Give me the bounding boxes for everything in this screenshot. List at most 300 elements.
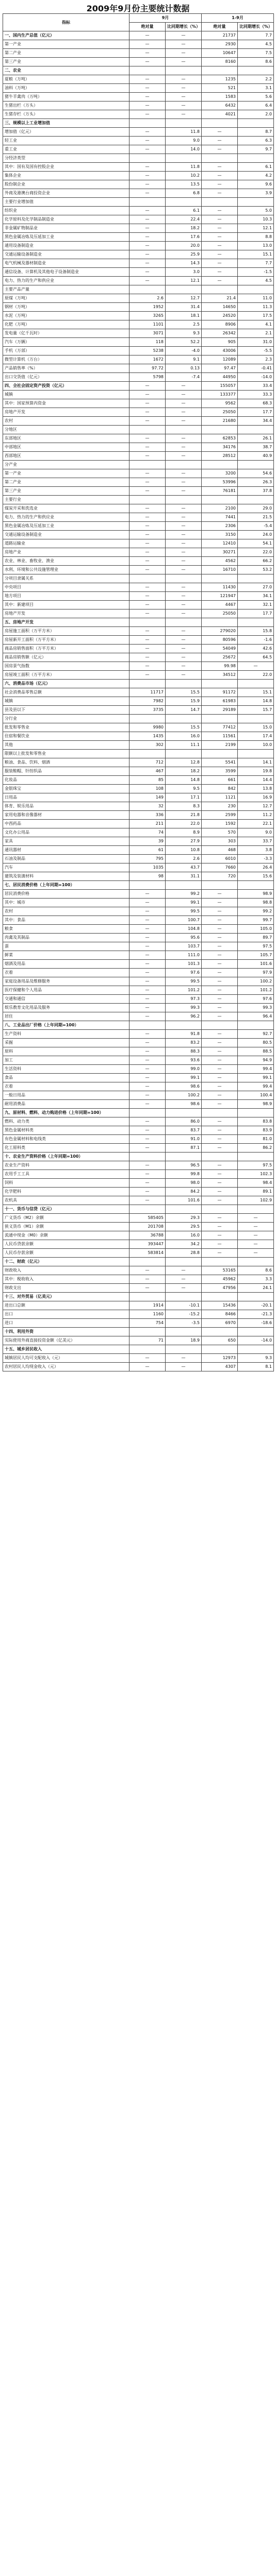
indicator-cell: 原料 (3, 1047, 129, 1056)
month-value-cell: 795 (129, 855, 166, 863)
indicator-cell: 城镇 (3, 391, 129, 399)
month-value-cell: — (129, 951, 166, 960)
month-value-cell: — (129, 934, 166, 942)
indicator-cell: 商品房销售额（亿元） (3, 653, 129, 662)
month-growth-cell (166, 1153, 202, 1161)
cumulative-value-cell: — (202, 1170, 238, 1179)
month-value-cell: — (129, 189, 166, 198)
month-value-cell: — (129, 49, 166, 58)
cumulative-value-cell: — (202, 925, 238, 934)
month-value-cell: — (129, 1179, 166, 1188)
table-row (3, 277, 274, 285)
table-row (3, 697, 274, 706)
month-growth-cell (166, 715, 202, 723)
indicator-cell: 三、规模以上工业增加值 (3, 119, 129, 128)
month-growth-cell (166, 496, 202, 504)
table-row (3, 1135, 274, 1144)
indicator-cell: 烟酒及用品 (3, 960, 129, 969)
table-row (3, 233, 274, 242)
month-value-cell (129, 66, 166, 75)
table-row (3, 513, 274, 522)
table-row (3, 364, 274, 373)
cumulative-value-cell (202, 154, 238, 163)
table-row (3, 496, 274, 504)
cumulative-value-cell: — (202, 969, 238, 977)
month-value-cell: 32 (129, 802, 166, 811)
month-value-cell: — (129, 1188, 166, 1196)
month-growth-cell: 101.3 (166, 960, 202, 969)
table-row (3, 1179, 274, 1188)
cumulative-value-cell: — (202, 907, 238, 916)
month-growth-cell: 25.9 (166, 250, 202, 259)
month-value-cell: — (129, 399, 166, 408)
month-value-cell: — (129, 101, 166, 110)
cumulative-value-cell: — (202, 1196, 238, 1205)
cumulative-value-cell: 6010 (202, 855, 238, 863)
cumulative-growth-cell: — (238, 1240, 274, 1249)
month-value-cell: 5798 (129, 373, 166, 382)
month-value-cell: — (129, 609, 166, 618)
cumulative-growth-cell: 26.1 (238, 434, 274, 443)
table-row (3, 1109, 274, 1117)
cumulative-growth-cell: 102.3 (238, 1170, 274, 1179)
cumulative-value-cell (202, 618, 238, 627)
cumulative-growth-cell: 21.5 (238, 513, 274, 522)
month-value-cell: — (129, 145, 166, 154)
month-value-cell: — (129, 478, 166, 487)
table-row (3, 163, 274, 172)
cumulative-growth-cell: 97.9 (238, 969, 274, 977)
cumulative-value-cell: — (202, 960, 238, 969)
cumulative-growth-cell: 15.6 (238, 872, 274, 881)
header-row-1 (3, 14, 274, 23)
month-growth-cell: 20.0 (166, 242, 202, 250)
table-row (3, 934, 274, 942)
month-value-cell: — (129, 277, 166, 285)
indicator-cell: 进出口总额 (3, 1301, 129, 1310)
indicator-cell: 文化办公用品 (3, 828, 129, 837)
month-value-cell: 3071 (129, 329, 166, 338)
table-row (3, 916, 274, 925)
table-row (3, 1153, 274, 1161)
cumulative-growth-cell: -14.0 (238, 1336, 274, 1345)
cumulative-value-cell: 4307 (202, 1363, 238, 1371)
table-row (3, 636, 274, 645)
month-value-cell: 5238 (129, 347, 166, 355)
indicator-cell: 纺织业 (3, 207, 129, 215)
indicator-cell: 家用电器和音像器材 (3, 811, 129, 820)
cumulative-value-cell (202, 1205, 238, 1214)
month-value-cell: — (129, 636, 166, 645)
cumulative-growth-cell: 53.2 (238, 566, 274, 574)
month-growth-cell: 22.4 (166, 215, 202, 224)
month-growth-cell: 99.1 (166, 1074, 202, 1082)
cumulative-value-cell: — (202, 916, 238, 925)
table-row (3, 566, 274, 574)
cumulative-growth-cell: 13.0 (238, 242, 274, 250)
cumulative-value-cell: — (202, 1223, 238, 1231)
indicator-cell: 国房景气指数 (3, 662, 129, 671)
indicator-cell: 县及县以下 (3, 706, 129, 715)
table-row (3, 767, 274, 776)
cumulative-value-cell: — (202, 1039, 238, 1047)
indicator-cell: 黑色金属冶炼及压延加工业 (3, 522, 129, 531)
month-value-cell: 712 (129, 758, 166, 767)
table-row (3, 154, 274, 163)
cumulative-growth-cell (238, 750, 274, 758)
table-row (3, 899, 274, 907)
cumulative-growth-cell: 8.6 (238, 58, 274, 66)
table-row (3, 1284, 274, 1293)
cumulative-value-cell: 3150 (202, 531, 238, 539)
table-row (3, 426, 274, 434)
cumulative-value-cell: 12410 (202, 539, 238, 548)
indicator-cell: 燃料、动力类 (3, 1117, 129, 1126)
table-row (3, 837, 274, 846)
cumulative-growth-cell: 17.7 (238, 609, 274, 618)
table-row (3, 872, 274, 881)
cumulative-value-cell: 3200 (202, 469, 238, 478)
cumulative-growth-cell: 12.1 (238, 224, 274, 233)
month-value-cell: — (129, 522, 166, 531)
month-value-cell: 393447 (129, 1240, 166, 1249)
month-value-cell (129, 198, 166, 207)
cumulative-growth-cell: 68.3 (238, 399, 274, 408)
month-growth-cell: 6.1 (166, 207, 202, 215)
table-row (3, 732, 274, 741)
cumulative-value-cell: — (202, 1074, 238, 1082)
month-value-cell: 9980 (129, 723, 166, 732)
month-value-cell: — (129, 627, 166, 636)
cumulative-value-cell: — (202, 1179, 238, 1188)
cumulative-growth-cell: 89.7 (238, 934, 274, 942)
cumulative-value-cell: 3599 (202, 767, 238, 776)
month-value-cell (129, 461, 166, 469)
cumulative-growth-cell: 24.1 (238, 1284, 274, 1293)
table-row (3, 469, 274, 478)
month-growth-cell: — (166, 93, 202, 101)
indicator-cell: 有色金属材料和电线类 (3, 1135, 129, 1144)
cumulative-value-cell (202, 1021, 238, 1030)
indicator-cell: 批发和零售业 (3, 723, 129, 732)
month-growth-cell (166, 1258, 202, 1266)
cumulative-value-cell: 7660 (202, 863, 238, 872)
month-value-cell: — (129, 58, 166, 66)
indicator-cell: 房屋施工面积（万平方米） (3, 627, 129, 636)
table-row (3, 951, 274, 960)
table-row (3, 399, 274, 408)
cumulative-growth-cell: 81.0 (238, 1135, 274, 1144)
cumulative-growth-cell (238, 1205, 274, 1214)
cumulative-growth-cell: 26.4 (238, 863, 274, 872)
month-growth-cell: 29.5 (166, 1223, 202, 1231)
month-growth-cell: 34.2 (166, 1240, 202, 1249)
cumulative-growth-cell: 98.9 (238, 1100, 274, 1109)
month-growth-cell: — (166, 1275, 202, 1284)
month-value-cell: — (129, 128, 166, 137)
cumulative-growth-cell (238, 285, 274, 294)
month-growth-cell: — (166, 557, 202, 566)
cumulative-value-cell: — (202, 207, 238, 215)
month-value-cell: 149 (129, 793, 166, 802)
cumulative-value-cell (202, 715, 238, 723)
cumulative-growth-cell: 4.1 (238, 320, 274, 329)
month-value-cell: — (129, 452, 166, 461)
month-value-cell: — (129, 1012, 166, 1021)
month-growth-cell (166, 461, 202, 469)
month-value-cell: — (129, 531, 166, 539)
cumulative-growth-cell: 27.0 (238, 583, 274, 592)
month-growth-cell: 14.7 (166, 706, 202, 715)
month-value-cell: — (129, 986, 166, 995)
cumulative-value-cell: 30271 (202, 548, 238, 557)
month-value-cell: — (129, 391, 166, 399)
cumulative-growth-cell: -20.1 (238, 1301, 274, 1310)
cumulative-growth-cell (238, 1109, 274, 1117)
month-growth-cell (166, 574, 202, 583)
table-row (3, 1047, 274, 1056)
cumulative-growth-cell: 9.3 (238, 1354, 274, 1363)
month-growth-cell (166, 1205, 202, 1214)
cumulative-value-cell: — (202, 163, 238, 172)
cumulative-value-cell: 12973 (202, 1354, 238, 1363)
cumulative-growth-cell: 6.1 (238, 163, 274, 172)
cumulative-value-cell: 43006 (202, 347, 238, 355)
cumulative-value-cell: 4021 (202, 110, 238, 119)
month-growth-cell: -4.0 (166, 347, 202, 355)
table-row (3, 758, 274, 767)
indicator-cell: 第三产业 (3, 58, 129, 66)
cumulative-value-cell: 34176 (202, 443, 238, 452)
table-row (3, 846, 274, 855)
cumulative-growth-cell: 97.5 (238, 1161, 274, 1170)
cumulative-growth-cell: 83.9 (238, 1126, 274, 1135)
indicator-cell: 道路运输业 (3, 539, 129, 548)
cumulative-value-cell: 661 (202, 776, 238, 785)
month-value-cell (129, 1345, 166, 1354)
indicator-cell: 汽车（万辆） (3, 338, 129, 347)
cumulative-growth-cell: -14.0 (238, 373, 274, 382)
indicator-cell: 分地区 (3, 426, 129, 434)
month-growth-cell: 100.7 (166, 916, 202, 925)
table-row (3, 189, 274, 198)
cumulative-growth-cell: 89.1 (238, 1188, 274, 1196)
cumulative-growth-cell: 3.8 (238, 846, 274, 855)
month-growth-cell (166, 1328, 202, 1336)
cumulative-growth-cell (238, 1293, 274, 1301)
indicator-cell: 水利、环境和公共设施管理业 (3, 566, 129, 574)
indicator-cell: 七、居民消费价格（上年同期=100） (3, 881, 129, 890)
month-growth-cell: -10.1 (166, 1301, 202, 1310)
indicator-cell: 其中：国家预算内资金 (3, 399, 129, 408)
indicator-cell: 分项目隶属关系 (3, 574, 129, 583)
month-growth-cell: 98.0 (166, 1179, 202, 1188)
month-growth-cell: 99.1 (166, 899, 202, 907)
cumulative-value-cell: — (202, 268, 238, 277)
cumulative-growth-cell: 98.8 (238, 899, 274, 907)
cumulative-growth-cell: 3.1 (238, 84, 274, 93)
indicator-cell: 钢材（万吨） (3, 303, 129, 312)
table-row (3, 986, 274, 995)
month-growth-cell: — (166, 548, 202, 557)
cumulative-growth-cell: 2.1 (238, 329, 274, 338)
month-value-cell: 583814 (129, 1249, 166, 1258)
cumulative-value-cell: 80596 (202, 636, 238, 645)
indicator-cell: 集体企业 (3, 172, 129, 180)
month-value-cell: 108 (129, 785, 166, 793)
cumulative-value-cell (202, 680, 238, 688)
indicator-cell: 非金属矿物制品业 (3, 224, 129, 233)
indicator-cell: 采掘 (3, 1039, 129, 1047)
month-growth-cell: 16.0 (166, 1231, 202, 1240)
month-growth-cell: — (166, 592, 202, 601)
table-row (3, 601, 274, 609)
month-growth-cell: — (166, 75, 202, 84)
month-value-cell: 201708 (129, 1223, 166, 1231)
indicator-cell: 手机（万部） (3, 347, 129, 355)
table-row (3, 373, 274, 382)
cumulative-value-cell: 4562 (202, 557, 238, 566)
month-value-cell: — (129, 469, 166, 478)
month-growth-cell: 43.7 (166, 863, 202, 872)
cumulative-growth-cell: 34.1 (238, 592, 274, 601)
cumulative-growth-cell: 98.4 (238, 1179, 274, 1188)
cumulative-value-cell: — (202, 180, 238, 189)
cumulative-growth-cell (238, 1153, 274, 1161)
month-growth-cell: — (166, 1363, 202, 1371)
indicator-cell: 发电量（亿千瓦时） (3, 329, 129, 338)
cumulative-value-cell: 121947 (202, 592, 238, 601)
table-row (3, 855, 274, 863)
cumulative-value-cell: 1583 (202, 93, 238, 101)
cumulative-growth-cell: 11.3 (238, 303, 274, 312)
month-growth-cell: 98.6 (166, 1082, 202, 1091)
table-row (3, 793, 274, 802)
cumulative-value-cell (202, 881, 238, 890)
month-value-cell: — (129, 1082, 166, 1091)
indicator-cell: 农机具 (3, 1196, 129, 1205)
indicator-cell: 石油及制品 (3, 855, 129, 863)
table-row (3, 1310, 274, 1319)
table-row (3, 723, 274, 732)
table-row (3, 443, 274, 452)
cumulative-growth-cell: 99.1 (238, 1074, 274, 1082)
cumulative-value-cell: 303 (202, 837, 238, 846)
month-growth-cell: 97.6 (166, 969, 202, 977)
month-growth-cell: — (166, 487, 202, 496)
cumulative-value-cell: 91172 (202, 688, 238, 697)
cumulative-value-cell: — (202, 986, 238, 995)
indicator-cell: 地方项目 (3, 592, 129, 601)
cumulative-value-cell: 61983 (202, 697, 238, 706)
indicator-cell: 外商及港澳台商投资企业 (3, 189, 129, 198)
indicator-cell: 其中：国有及国有控股企业 (3, 163, 129, 172)
month-value-cell: — (129, 566, 166, 574)
cumulative-growth-cell: 19.8 (238, 767, 274, 776)
indicator-cell: 分经济类型 (3, 154, 129, 163)
indicator-cell: 其中：新建项目 (3, 601, 129, 609)
cumulative-value-cell: — (202, 1056, 238, 1065)
indicator-cell: 其中：城市 (3, 899, 129, 907)
month-growth-cell: — (166, 1284, 202, 1293)
table-row (3, 1170, 274, 1179)
cumulative-growth-cell: 31.0 (238, 338, 274, 347)
table-row (3, 1196, 274, 1205)
indicator-cell: 商品房销售面积（万平方米） (3, 645, 129, 653)
month-growth-cell: 17.6 (166, 233, 202, 242)
month-growth-cell: 99.5 (166, 977, 202, 986)
cumulative-value-cell: — (202, 233, 238, 242)
month-value-cell: 3735 (129, 706, 166, 715)
cumulative-value-cell: 45962 (202, 1275, 238, 1284)
indicator-cell: 化妆品 (3, 776, 129, 785)
cumulative-growth-cell: 17.5 (238, 312, 274, 320)
indicator-cell: 居住 (3, 1012, 129, 1021)
indicator-cell: 化肥（万吨） (3, 320, 129, 329)
table-row (3, 828, 274, 837)
cumulative-growth-cell: 10.0 (238, 741, 274, 750)
month-value-cell (129, 618, 166, 627)
cumulative-growth-cell: 9.0 (238, 828, 274, 837)
month-value-cell: 3265 (129, 312, 166, 320)
month-value-cell: 61 (129, 846, 166, 855)
indicator-cell: 家庭设备用品及维修服务 (3, 977, 129, 986)
indicator-cell: 生活资料 (3, 1065, 129, 1074)
table-row (3, 347, 274, 355)
cumulative-growth-cell: 80.5 (238, 1039, 274, 1047)
month-growth-cell (166, 680, 202, 688)
month-value-cell: — (129, 163, 166, 172)
month-growth-cell: — (166, 49, 202, 58)
month-growth-cell: 16.0 (166, 732, 202, 741)
month-growth-cell (166, 426, 202, 434)
table-row (3, 119, 274, 128)
month-value-cell: 1952 (129, 303, 166, 312)
cumulative-growth-cell: 14.1 (238, 758, 274, 767)
table-row (3, 977, 274, 986)
indicator-cell: 股份制企业 (3, 180, 129, 189)
table-row (3, 1223, 274, 1231)
cumulative-growth-cell: -1.5 (238, 268, 274, 277)
table-row (3, 128, 274, 137)
month-growth-cell: — (166, 609, 202, 618)
cumulative-value-cell: 25050 (202, 609, 238, 618)
month-value-cell (129, 1205, 166, 1214)
table-row (3, 110, 274, 119)
indicator-cell: 农村居民人均现金收入（元） (3, 1363, 129, 1371)
indicator-cell: 微型计算机（万台） (3, 355, 129, 364)
cumulative-value-cell: 8160 (202, 58, 238, 66)
table-row (3, 522, 274, 531)
indicator-cell: 第一产业 (3, 40, 129, 49)
cumulative-growth-cell: 11.2 (238, 811, 274, 820)
month-value-cell: — (129, 443, 166, 452)
indicator-cell: 日用品 (3, 793, 129, 802)
cumulative-value-cell: 6432 (202, 101, 238, 110)
month-growth-cell: — (166, 645, 202, 653)
month-value-cell: — (129, 671, 166, 680)
cumulative-growth-cell: -18.6 (238, 1319, 274, 1328)
month-growth-cell: -3.5 (166, 1319, 202, 1328)
cumulative-growth-cell: 92.7 (238, 1030, 274, 1039)
table-row (3, 40, 274, 49)
month-growth-cell: — (166, 58, 202, 66)
cumulative-growth-cell: 24.0 (238, 531, 274, 539)
cumulative-growth-cell (238, 1328, 274, 1336)
month-growth-cell: 15.9 (166, 697, 202, 706)
cumulative-value-cell: 24520 (202, 312, 238, 320)
cumulative-growth-cell: 4.5 (238, 277, 274, 285)
